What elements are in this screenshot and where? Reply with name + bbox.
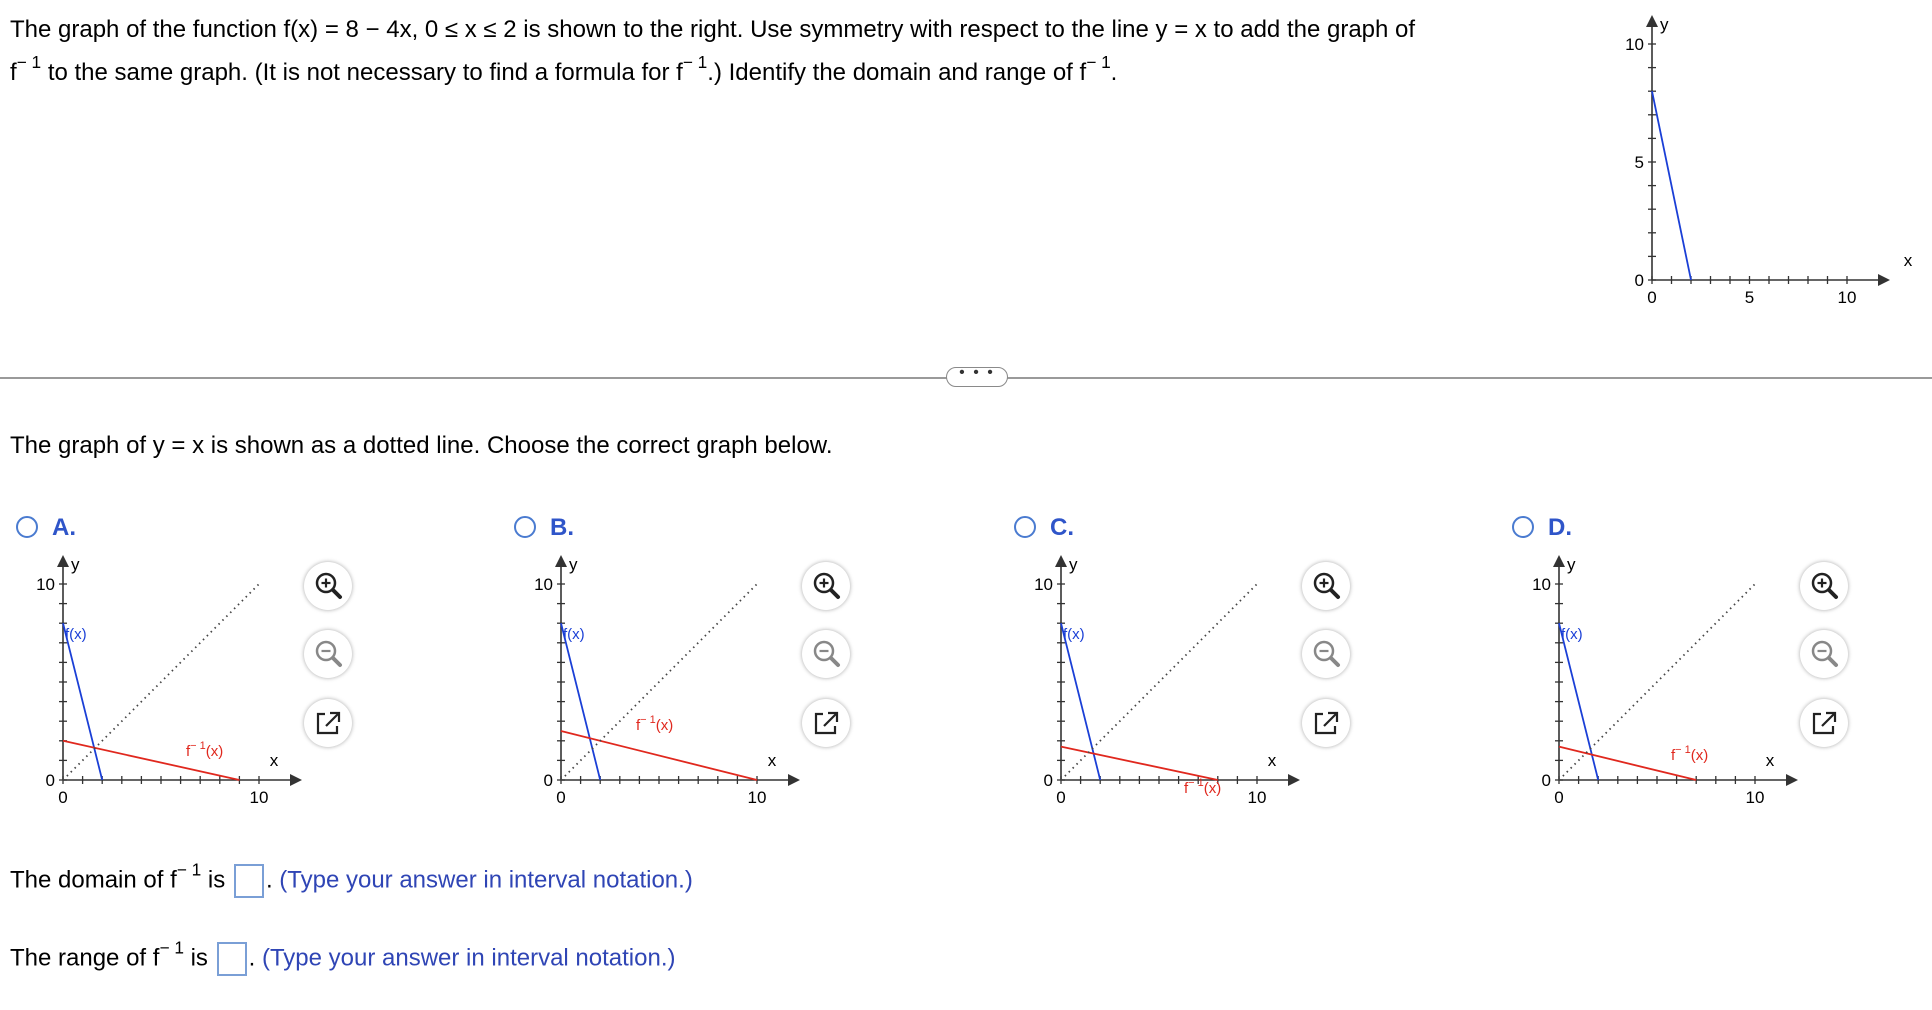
choice-a-radio[interactable] bbox=[16, 516, 38, 538]
y-tick-label: 0 bbox=[45, 770, 55, 790]
zoom-in-icon bbox=[1809, 571, 1839, 601]
y-axis-arrow bbox=[555, 555, 567, 567]
f-line bbox=[561, 623, 600, 780]
open-new-window-button[interactable] bbox=[1800, 699, 1848, 747]
f-inverse-line bbox=[1061, 747, 1218, 780]
f-inverse-label: $f^{- 1}(x)$ bbox=[186, 740, 224, 760]
choice-c-graph bbox=[1010, 545, 1300, 805]
range-hint: (Type your answer in interval notation.) bbox=[261, 944, 676, 972]
x-tick-label: 0 bbox=[556, 788, 566, 805]
choice-c-radio[interactable] bbox=[1014, 516, 1036, 538]
domain-hint: (Type your answer in interval notation.) bbox=[279, 866, 693, 894]
domain-input[interactable] bbox=[234, 864, 264, 898]
f-label: f(x) bbox=[1561, 625, 1583, 643]
choice-a-label[interactable]: A. bbox=[52, 514, 76, 541]
x-tick-label: 10 bbox=[1745, 788, 1765, 805]
open-new-window-button[interactable] bbox=[802, 699, 850, 747]
x-axis-arrow bbox=[1786, 774, 1798, 786]
choice-c-label[interactable]: C. bbox=[1050, 514, 1074, 541]
y-axis-label: y bbox=[569, 555, 578, 574]
zoom-out-button[interactable] bbox=[1302, 630, 1350, 678]
y-tick-label: 5 bbox=[1634, 152, 1644, 172]
x-tick-label: 10 bbox=[249, 788, 269, 805]
y-axis-arrow bbox=[1646, 15, 1658, 27]
y-axis-arrow bbox=[1553, 555, 1565, 567]
zoom-in-button[interactable] bbox=[1302, 562, 1350, 610]
zoom-in-button[interactable] bbox=[802, 562, 850, 610]
choice-b-radio[interactable] bbox=[514, 516, 536, 538]
y-tick-label: 10 bbox=[1532, 574, 1551, 594]
f-label: f(x) bbox=[65, 625, 87, 643]
question-text: The graph of the function f(x) = 8 − 4x, 0 ≤ x ≤ 2 is shown to the right. Use symmetry with respect to the line y = x to add the graph of $f^{- 1}$ to the same graph. (It is not necessary to find a formula for $f^{- 1}$.) Identify the domain and range of $f^{- 1}$. bbox=[10, 16, 1416, 86]
x-tick-label: 0 bbox=[58, 788, 68, 805]
zoom-in-icon bbox=[811, 571, 841, 601]
y-tick-label: 10 bbox=[36, 574, 55, 594]
y-axis-label: y bbox=[71, 555, 80, 574]
x-tick-label: 10 bbox=[747, 788, 767, 805]
external-link-icon bbox=[1809, 708, 1839, 738]
f-line bbox=[1061, 623, 1100, 780]
x-axis-label: x bbox=[767, 751, 777, 770]
x-tick-label: 0 bbox=[1647, 288, 1657, 307]
zoom-in-button[interactable] bbox=[1800, 562, 1848, 610]
y-axis-arrow bbox=[1055, 555, 1067, 567]
f-label: f(x) bbox=[563, 625, 585, 643]
y-tick-label: 0 bbox=[1634, 270, 1644, 290]
zoom-out-icon bbox=[811, 639, 841, 669]
y-tick-label: 10 bbox=[1625, 34, 1644, 54]
y-tick-label: 0 bbox=[1541, 770, 1551, 790]
identity-line bbox=[1061, 584, 1257, 780]
finv-symbol: $f^{- 1}$ bbox=[10, 51, 42, 86]
zoom-in-button[interactable] bbox=[304, 562, 352, 610]
x-axis-arrow bbox=[1288, 774, 1300, 786]
x-tick-label: 5 bbox=[1744, 288, 1755, 307]
x-axis-arrow bbox=[290, 774, 302, 786]
choice-b-graph bbox=[510, 545, 800, 805]
x-tick-label: 0 bbox=[1056, 788, 1066, 805]
y-axis-arrow bbox=[57, 555, 69, 567]
range-input[interactable] bbox=[217, 942, 247, 976]
zoom-in-icon bbox=[1311, 571, 1341, 601]
x-axis-arrow bbox=[1878, 274, 1890, 286]
x-axis-label: x bbox=[269, 751, 279, 770]
instruction-text: The graph of y = x is shown as a dotted line. Choose the correct graph below. bbox=[10, 432, 833, 459]
open-new-window-button[interactable] bbox=[1302, 699, 1350, 747]
choice-c bbox=[1010, 510, 1470, 830]
identity-line bbox=[561, 584, 757, 780]
choice-a bbox=[12, 510, 472, 830]
zoom-out-icon bbox=[1311, 639, 1341, 669]
f-inverse-line bbox=[561, 731, 757, 780]
f-label: f(x) bbox=[1063, 625, 1085, 643]
external-link-icon bbox=[313, 708, 343, 738]
zoom-in-icon bbox=[313, 571, 343, 601]
zoom-out-button[interactable] bbox=[304, 630, 352, 678]
choice-b bbox=[510, 510, 970, 830]
y-axis-label: y bbox=[1660, 15, 1669, 34]
choice-d-label[interactable]: D. bbox=[1548, 514, 1572, 541]
y-tick-label: 0 bbox=[1043, 770, 1053, 790]
identity-line bbox=[1559, 584, 1755, 780]
external-link-icon bbox=[811, 708, 841, 738]
given-graph-svg bbox=[1605, 0, 1925, 320]
x-tick-label: 10 bbox=[1837, 288, 1857, 307]
question-part2: to the same graph. (It is not necessary to find a formula for f bbox=[47, 59, 683, 86]
x-axis-label: x bbox=[1903, 251, 1913, 270]
x-axis-arrow bbox=[788, 774, 800, 786]
x-axis-label: x bbox=[1267, 751, 1277, 770]
y-tick-label: 0 bbox=[543, 770, 553, 790]
x-tick-label: 10 bbox=[1247, 788, 1267, 805]
range-line: The range of $f^{- 1}$ is . (Type your answer in interval notation.) bbox=[10, 942, 675, 976]
f-inverse-label: $f^{- 1}(x)$ bbox=[636, 714, 674, 734]
y-tick-label: 10 bbox=[534, 574, 553, 594]
f-line bbox=[1559, 623, 1598, 780]
range-prefix: The range of f bbox=[10, 944, 160, 972]
external-link-icon bbox=[1311, 708, 1341, 738]
x-axis-label: x bbox=[1765, 751, 1775, 770]
choice-d-radio[interactable] bbox=[1512, 516, 1534, 538]
question-part3: .) Identify the domain and range of f bbox=[707, 59, 1087, 86]
domain-prefix: The domain of f bbox=[10, 866, 177, 894]
question-part1: The graph of the function f(x) = 8 − 4x, 0 ≤ x ≤ 2 is shown to the right. Use symmetry with respect to the line y = x to add the graph of bbox=[10, 16, 1416, 43]
f-inverse-label: $f^{- 1}(x)$ bbox=[1671, 744, 1709, 764]
given-graph bbox=[1605, 0, 1925, 325]
identity-line bbox=[63, 584, 259, 780]
y-tick-label: 10 bbox=[1034, 574, 1053, 594]
x-tick-label: 0 bbox=[1554, 788, 1564, 805]
y-axis-label: y bbox=[1567, 555, 1576, 574]
choice-a-graph bbox=[12, 545, 302, 805]
zoom-out-button[interactable] bbox=[1800, 630, 1848, 678]
y-axis-label: y bbox=[1069, 555, 1078, 574]
domain-line: The domain of $f^{- 1}$ is . (Type your answer in interval notation.) bbox=[10, 864, 693, 898]
f-line bbox=[1652, 91, 1691, 280]
f-inverse-label: $f^{- 1}(x)$ bbox=[1184, 777, 1222, 797]
expand-button[interactable]: • • • bbox=[946, 367, 1008, 387]
choice-d-graph bbox=[1508, 545, 1798, 805]
open-new-window-button[interactable] bbox=[304, 699, 352, 747]
zoom-out-button[interactable] bbox=[802, 630, 850, 678]
choice-d bbox=[1508, 510, 1932, 830]
zoom-out-icon bbox=[313, 639, 343, 669]
f-line bbox=[63, 623, 102, 780]
zoom-out-icon bbox=[1809, 639, 1839, 669]
choice-b-label[interactable]: B. bbox=[550, 514, 574, 541]
